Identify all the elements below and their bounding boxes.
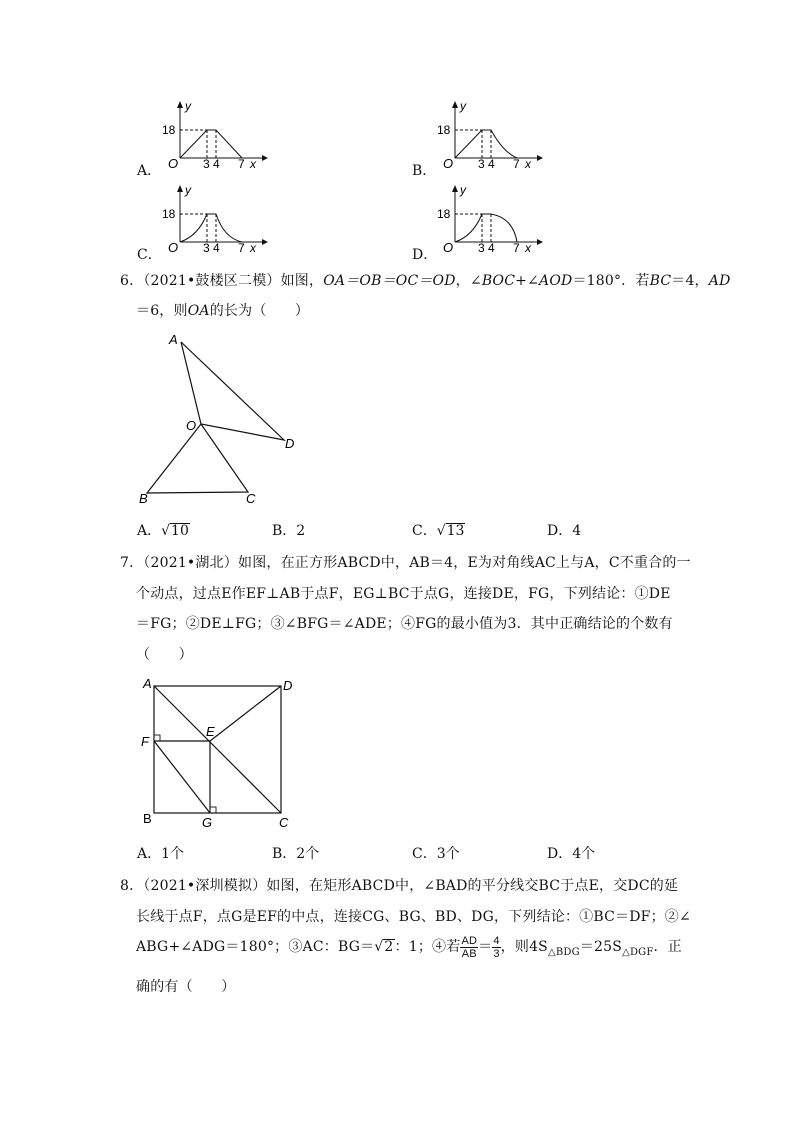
q5-option-c-graph — [162, 184, 272, 252]
origin-label: O — [443, 240, 454, 252]
q5-option-d-graph — [437, 184, 547, 252]
point-a-label: A — [169, 332, 178, 347]
q6-option-c[interactable]: C．√13 — [412, 523, 465, 539]
point-d-label: D — [285, 436, 295, 451]
tick-7: 7 — [513, 157, 520, 168]
q5-option-a-label[interactable]: A． — [137, 163, 162, 179]
q6-option-d[interactable]: D．4 — [547, 523, 582, 539]
tick-7: 7 — [238, 157, 245, 168]
x-axis-label: x — [525, 241, 531, 252]
q7-stem-line-3: ＝FG；②DE⊥FG；③∠BFG＝∠ADE；④FG的最小值为3．其中正确结论的个数有 — [136, 616, 673, 632]
tick-3-4: 3 4 — [203, 241, 220, 252]
q7-stem-line-2: 个动点，过点E作EF⊥AB于点F，EG⊥BC于点G，连接DE，FG，下列结论：①DE — [136, 586, 671, 602]
q5-option-c-label[interactable]: C． — [137, 247, 162, 263]
q7-option-c[interactable]: C．3个 — [412, 846, 460, 862]
point-c-label: C — [279, 815, 289, 830]
x-axis-label: x — [250, 157, 256, 168]
y-axis-label: y — [460, 100, 466, 113]
tick-7: 7 — [238, 241, 245, 252]
origin-label: O — [168, 240, 179, 252]
point-e-label: E — [206, 724, 215, 739]
y-axis-label: y — [185, 100, 191, 113]
q8-stem-line-4: 确的有（ ） — [136, 979, 236, 995]
point-o-label: O — [186, 418, 197, 433]
q8-stem-line-2: 长线于点F，点G是EF的中点，连接CG、BG、BD、DG，下列结论：①BC＝DF；②∠ — [136, 909, 691, 925]
q7-figure — [138, 672, 303, 832]
point-b-label: B — [139, 491, 148, 506]
q5-option-a-graph — [162, 100, 272, 168]
q6-figure — [135, 330, 310, 510]
tick-18: 18 — [437, 207, 451, 221]
tick-18: 18 — [437, 123, 451, 137]
point-g-label: G — [202, 815, 213, 830]
x-axis-label: x — [525, 157, 531, 168]
q7-option-d[interactable]: D．4个 — [547, 846, 596, 862]
sqrt-two: 2 — [384, 939, 394, 955]
q8-stem-line-3: ABG+∠ADG＝180°；③AC：BG＝√2：1；④若 $\frac{AD}{AB}$ ＝ $\frac{4}{3}$ ，则$4S_{\triangle BDG}=25S_{\triangle DGF}$．正 — [136, 934, 682, 960]
q8-stem-line-1: 8．（2021•深圳模拟）如图，在矩形ABCD中，∠BAD的平分线交BC于点E，交DC的延 — [120, 878, 679, 894]
q7-stem-line-1: 7．（2021•湖北）如图，在正方形ABCD中，AB＝4，E为对角线AC上与A，C不重合的一 — [120, 555, 691, 571]
y-axis-label: y — [185, 184, 191, 197]
q7-option-a[interactable]: A．1个 — [137, 846, 185, 862]
x-axis-label: x — [250, 241, 256, 252]
tick-3-4: 3 4 — [203, 157, 220, 168]
point-b-label: B — [143, 811, 152, 826]
tick-7: 7 — [513, 241, 520, 252]
point-d-label: D — [283, 678, 293, 693]
tick-18: 18 — [162, 207, 176, 221]
point-c-label: C — [246, 491, 256, 506]
fraction-4-3: $\frac{4}{3}$ — [493, 934, 500, 960]
fraction-ad-ab: $\frac{AD}{AB}$ — [461, 934, 478, 960]
tick-3-4: 3 4 — [478, 157, 495, 168]
q5-option-d-label[interactable]: D． — [412, 247, 438, 263]
q5-option-b-graph — [437, 100, 547, 168]
q5-option-b-label[interactable]: B． — [412, 163, 437, 179]
q7-stem-line-4: （ ） — [136, 647, 193, 663]
q7-option-b[interactable]: B．2个 — [272, 846, 320, 862]
origin-label: O — [168, 156, 179, 168]
q6-stem-line-2: ＝6，则OA的长为（ ） — [136, 303, 310, 319]
tick-3-4: 3 4 — [478, 241, 495, 252]
origin-label: O — [443, 156, 454, 168]
q6-stem-line-1: 6．（2021•鼓楼区二模）如图，OA＝OB＝OC＝OD，∠BOC+∠AOD＝180°．若BC＝4，AD — [120, 273, 731, 289]
q6-option-a[interactable]: A．√10 — [137, 523, 189, 539]
q6-option-b[interactable]: B．2 — [272, 523, 306, 539]
point-f-label: F — [141, 734, 149, 749]
y-axis-label: y — [460, 184, 466, 197]
point-a-label: A — [143, 676, 152, 691]
tick-18: 18 — [162, 123, 176, 137]
